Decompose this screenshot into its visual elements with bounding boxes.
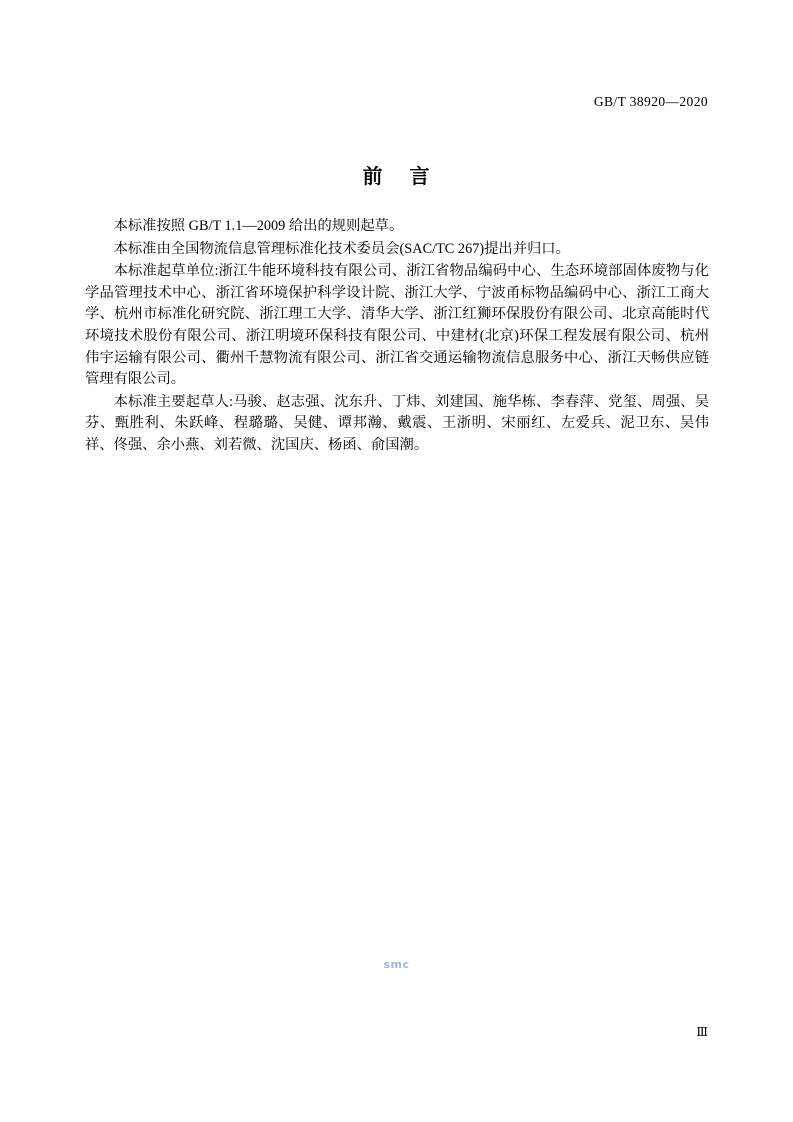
- page-title: [0, 160, 793, 189]
- paragraph: 本标准按照 GB/T 1.1—2009 给出的规则起草。: [113, 218, 404, 234]
- standard-number: GB/T 38920—2020: [593, 94, 708, 109]
- page-title-char-2: 言: [409, 164, 431, 188]
- foreword-content: [85, 216, 709, 458]
- watermark: smc: [383, 958, 410, 971]
- paragraph: 本标准起草单位:浙江牛能环境科技有限公司、浙江省物品编码中心、生态环境部固体废物与化学品管理技术中心、浙江省环境保护科学设计院、浙江大学、宁波甬标物品编码中心、浙江工商大学、杭州市标准化研究院、浙江理工大学、清华大学、浙江红狮环保股份有限公司、北京高能时代环境技术股份有限公司、浙江明境环保科技有限公司、中建材(北京)环保工程发展有限公司、杭州伟宇运输有限公司、衢州千慧物流有限公司、浙江省交通运输物流信息服务中心、浙江天畅供应链管理有限公司。: [85, 263, 709, 388]
- paragraph: 本标准主要起草人:马骏、赵志强、沈东升、丁炜、刘建国、施华栋、李春萍、党玺、周强、吴芬、甄胜利、朱跃峰、程璐璐、吴健、谭邦瀚、戴震、王浙明、宋丽红、左爱兵、泥卫东、吴伟祥、佟强、余小燕、刘若微、沈国庆、杨函、俞国潮。: [85, 393, 709, 453]
- page-number: Ⅲ: [696, 1025, 708, 1039]
- page-title-char-1: 前: [362, 164, 384, 188]
- paragraph: 本标准由全国物流信息管理标准化技术委员会(SAC/TC 267)提出并归口。: [113, 240, 570, 257]
